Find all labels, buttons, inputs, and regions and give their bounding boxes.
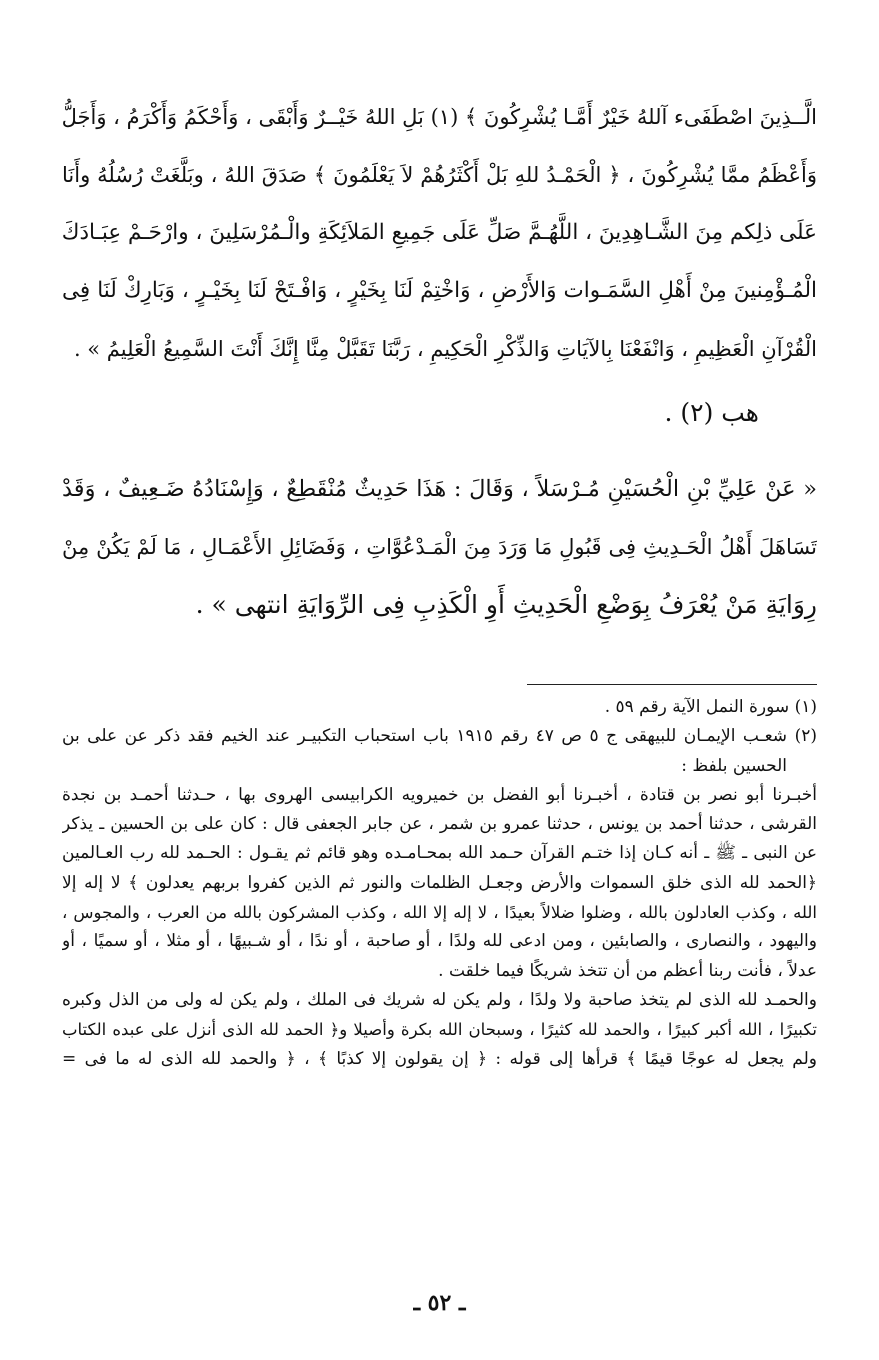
- footnote-1: (١) سورة النمل الآية رقم ٥٩ .: [604, 697, 817, 717]
- main-text-line: الْقُرْآنِ الْعَظِيمِ ، وَانْفَعْنَا بِالآيَاتِ وَالذِّكْرِ الْحَكِيمِ ، رَبَّنَا تَقَبَّلْ مِنَّا إِنَّكَ أَنْتَ السَّمِيعُ الْعَلِيمُ » .: [73, 337, 817, 361]
- footnote-2-line: واليهود ، والنصارى ، والصابئين ، ومن ادعى لله ولدًا ، أو صاحبة ، أو ندًا ، أو شـبيهًا ، أو مثلا ، أو سميًا ، أو: [62, 931, 817, 952]
- main-text-line: الْمُـؤْمِنينَ مِنْ أَهْلِ السَّمَـوات وَالأَرْضِ ، وَاخْتِمْ لَنَا بِخَيْرٍ ، وَافْـتَحْ لَنَا بِخَيْـرٍ ، وَبَارِكْ لَنَا فِى: [62, 278, 817, 303]
- footnote-2-line: القرشى ، حدثنا أحمد بن يونس ، حدثنا عمرو بن شمر ، عن جابر الجعفى قال : كان على بن الحسين ـ يذكر: [62, 814, 817, 835]
- main-text-line: وَأَعْظَمُ ممَّا يُشْرِكُونَ ، ﴿ الْحَمْـدُ للهِ بَلْ أَكْثَرُهُمْ لاَ يَعْلَمُونَ ﴾ صَدَقَ اللهُ ، وبَلَّغَتْ رُسُلُهُ وأَنَا: [62, 163, 817, 187]
- main-text-line: الَّــذِينَ اصْطَفَىء آللهُ خَيْرٌ أَمَّـا يُشْرِكُونَ ﴾ (١) بَلِ اللهُ خَيْــرٌ وَأَبْقَى ، وَأَحْكَمُ وَأَكْرَمُ ، وَأَجَلُّ: [62, 105, 817, 129]
- main-paragraph-2: [62, 460, 817, 634]
- footnote-divider: [527, 684, 817, 685]
- footnote-2-line: الله ، وكذب العادلون بالله ، وضلوا ضلالاً بعيدًا ، لا إله إلا الله ، وكذب المشركون بالله من العرب ، والمجوس ،: [62, 903, 817, 923]
- main-text-line: رِوَايَةِ مَنْ يُعْرَفُ بِوَضْعِ الْحَدِيثِ أَوِ الْكَذِبِ فِى الرِّوَايَةِ انتهى » .: [195, 590, 817, 619]
- footnote-2-line: ولم يجعل له عوجًا قيمًا ﴾ قرأها إلى قوله : ﴿ إن يقولون إلا كذبًا ﴾ ، ﴿ والحمد لله الذى له ما فى =: [62, 1048, 817, 1069]
- main-text-line: عَلَى ذلِكم مِنَ الشَّـاهِدِينَ ، اللَّهُـمَّ صَلِّ عَلَى جَمِيعِ المَلاَئِكَةِ والْـمُرْسَلِينَ ، وارْحَـمْ عِبَـادَكَ: [62, 220, 817, 245]
- page-number: ـ ٥٢ ـ: [413, 1290, 466, 1316]
- footnote-2-line: الحسين بلفظ :: [681, 755, 787, 776]
- source-reference-line: هب (٢) .: [664, 398, 759, 427]
- main-paragraph-1: [62, 88, 817, 378]
- footnote-2-line: (٢) شعـب الإيمـان للبيهقى ج ٥ ص ٤٧ رقم ١٩١٥ باب استحباب التكبيـر عند الخيم فقد ذكر عن على بن: [62, 726, 817, 747]
- footnote-2-line: تكبيرًا ، الله أكبر كبيرًا ، والحمد لله كثيرًا ، وسبحان الله بكرة وأصيلا و﴿ الحمد لله الذى أنزل على عبده الكتاب: [62, 1020, 817, 1040]
- footnote-2-line: عدلاً ، فأنت ربنا أعظم من أن تتخذ شريكًا فيما خلقت .: [438, 960, 817, 981]
- main-text-line: تَسَاهَلَ أَهْلُ الْحَـدِيثِ فِى قَبُولِ مَا وَرَدَ مِنَ الْمَـدْعُوَّاتِ ، وَفَضَائِلِ الأَعْمَـالِ ، مَا لَمْ يَكُنْ مِنْ: [62, 535, 817, 559]
- footnote-2-line: عن النبى ـ ﷺ ـ أنه كـان إذا ختـم القرآن حـمد الله بمحـامـده وهو قائم ثم يقـول : الحـمد لله رب العـالمين: [62, 843, 817, 864]
- footnotes: [62, 693, 817, 1074]
- main-text-line: « عَنْ عَلِيِّ بْنِ الْحُسَيْنِ مُـرْسَلاً ، وَقَالَ : هَذَا حَدِيثٌ مُنْقَطِعٌ ، وَإِسْنَادُهُ ضَـعِيفٌ ، وَقَدْ: [62, 476, 817, 502]
- footnote-2-line: ﴿الحمد لله الذى خلق السموات والأرض وجعـل الظلمات والنور ثم الذين كفروا بربهم يعدلون ﴾ لا إله إلا: [62, 872, 817, 893]
- footnote-2-line: والحمـد لله الذى لم يتخذ صاحبة ولا ولدًا ، ولم يكن له شريك فى الملك ، ولم يكن له ولى من الذل وكبره: [62, 989, 817, 1010]
- footnote-2-line: أخبـرنا أبو نصر بن قتادة ، أخبـرنا أبو الفضل بن خميرويه الكرابيسى الهروى بها ، حـدثنا أحمـد بن نجدة: [62, 784, 817, 805]
